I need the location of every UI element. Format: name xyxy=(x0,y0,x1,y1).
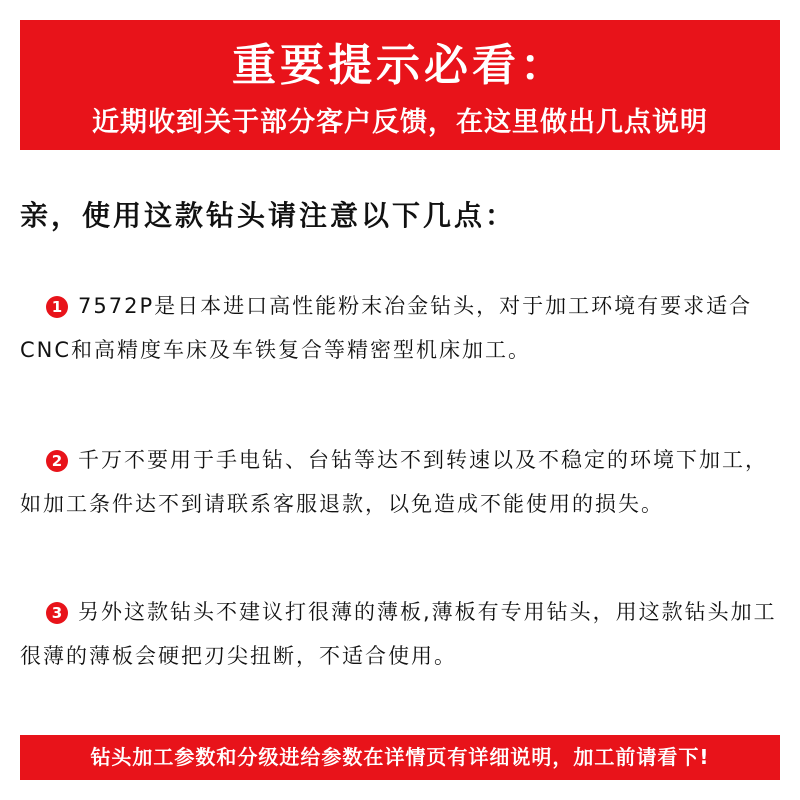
number-1-icon: 1 xyxy=(46,296,68,318)
note-1-text: 7572P是日本进口高性能粉末冶金钻头，对于加工环境有要求适合CNC和高精度车床及车铁复合等精密型机床加工。 xyxy=(20,294,753,362)
banner-title: 重要提示必看： xyxy=(232,40,568,91)
note-item-1 xyxy=(20,284,782,372)
greeting-heading: 亲，使用这款钻头请注意以下几点： xyxy=(20,199,517,232)
number-2-icon: 2 xyxy=(46,450,68,472)
header-banner xyxy=(20,20,780,150)
footer-banner: 钻头加工参数和分级进给参数在详情页有详细说明，加工前请看下! xyxy=(20,735,780,780)
note-2-text: 千万不要用于手电钻、台钻等达不到转速以及不稳定的环境下加工，如加工条件达不到请联系客服退款，以免造成不能使用的损失。 xyxy=(20,448,768,516)
number-3-icon: 3 xyxy=(46,602,68,624)
note-3-text: 另外这款钻头不建议打很薄的薄板,薄板有专用钻头，用这款钻头加工很薄的薄板会硬把刃尖扭断，不适合使用。 xyxy=(20,600,777,668)
banner-subtitle: 近期收到关于部分客户反馈，在这里做出几点说明 xyxy=(92,107,708,138)
note-item-2 xyxy=(20,438,782,526)
note-item-3 xyxy=(20,590,782,678)
